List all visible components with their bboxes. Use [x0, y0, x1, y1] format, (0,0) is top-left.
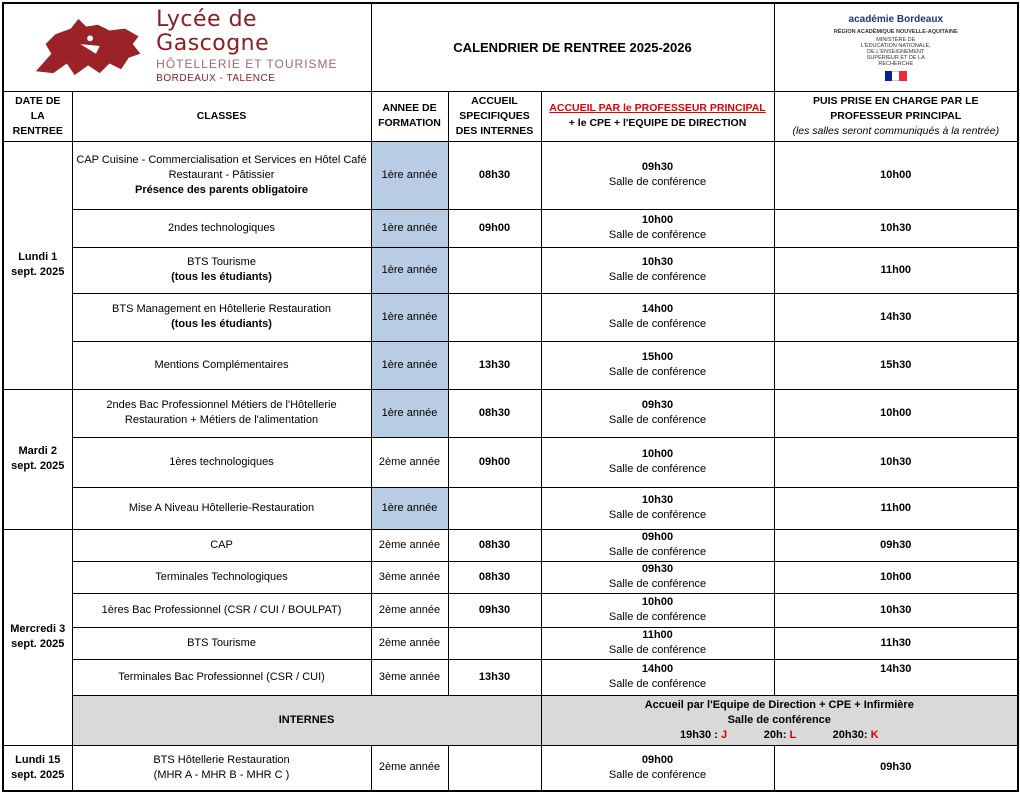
- internes-cell: 13h30: [448, 341, 541, 389]
- year-cell: 1ère année: [371, 293, 448, 341]
- school-location: BORDEAUX - TALENCE: [156, 73, 276, 85]
- accueil-cell: [541, 247, 774, 293]
- school-logo-cell: [3, 3, 371, 91]
- class-label: CAP Cuisine - Commercialisation et Services en Hôtel Café Restaurant - Pâtissier: [76, 153, 367, 181]
- accueil-time: 14h00: [641, 303, 674, 315]
- year-cell: 1ère année: [371, 487, 448, 529]
- table-row: [3, 627, 1018, 659]
- date-cell: Lundi 15 sept. 2025: [3, 745, 72, 791]
- class-cell: 2ndes Bac Professionnel Métiers de l'Hôtellerie Restauration + Métiers de l'alimentation: [72, 389, 371, 437]
- accueil-time: 15h00: [641, 351, 674, 363]
- class-cell: [72, 141, 371, 209]
- date-cell: Mardi 2 sept. 2025: [3, 389, 72, 529]
- internes-cell: 09h00: [448, 437, 541, 487]
- accueil-cell: [541, 389, 774, 437]
- accueil-cell: [541, 529, 774, 561]
- year-cell: 2ème année: [371, 437, 448, 487]
- table-row: [3, 293, 1018, 341]
- table-row: [3, 745, 1018, 791]
- table-row: [3, 487, 1018, 529]
- internes-row: [3, 695, 1018, 745]
- internes-cell: 09h00: [448, 209, 541, 247]
- class-note: (tous les étudiants): [171, 318, 272, 330]
- class-cell: BTS Tourisme: [72, 627, 371, 659]
- rentree-calendar-sheet: [2, 2, 1017, 796]
- accueil-cell: [541, 293, 774, 341]
- year-cell: 1ère année: [371, 389, 448, 437]
- internes-label: INTERNES: [72, 695, 541, 745]
- accueil-time: 10h30: [641, 256, 674, 268]
- col-internes: ACCUEIL SPECIFIQUES DES INTERNES: [448, 91, 541, 141]
- class-cell: Terminales Technologiques: [72, 561, 371, 593]
- accueil-cell: [541, 745, 774, 791]
- internes-room-1: J: [720, 728, 728, 741]
- class-cell: [72, 247, 371, 293]
- col-annee: ANNEE DE FORMATION: [371, 91, 448, 141]
- prise-cell: 10h30: [774, 437, 1018, 487]
- class-note: Présence des parents obligatoire: [134, 183, 308, 196]
- prise-cell: 10h00: [774, 141, 1018, 209]
- accueil-time: 10h00: [641, 596, 674, 608]
- class-label: BTS Hôtellerie Restauration: [153, 753, 290, 766]
- accueil-room: Salle de conférence: [608, 509, 707, 521]
- internes-room-3: K: [870, 728, 879, 741]
- internes-time-2: 20h:: [763, 728, 787, 741]
- accueil-room: Salle de conférence: [608, 768, 707, 781]
- internes-time-3: 20h30:: [832, 728, 868, 741]
- accueil-cell: [541, 561, 774, 593]
- internes-info: [541, 695, 1018, 745]
- accueil-room: Salle de conférence: [608, 463, 707, 475]
- year-cell: 1ère année: [371, 341, 448, 389]
- accueil-time: 10h00: [641, 448, 674, 460]
- table-row: [3, 209, 1018, 247]
- col-accueil-pp-red: ACCUEIL PAR le PROFESSEUR PRINCIPAL: [549, 102, 766, 114]
- accueil-cell: [541, 341, 774, 389]
- prise-cell: 09h30: [774, 529, 1018, 561]
- prise-cell: 15h30: [774, 341, 1018, 389]
- accueil-time: 09h30: [641, 399, 674, 411]
- prise-cell: 14h30: [774, 659, 1018, 695]
- col-accueil-pp: [541, 91, 774, 141]
- accueil-room: Salle de conférence: [608, 318, 707, 330]
- class-note: (tous les étudiants): [171, 271, 272, 283]
- accueil-room: Salle de conférence: [608, 611, 707, 623]
- class-cell: [72, 745, 371, 791]
- class-cell: Terminales Bac Professionnel (CSR / CUI): [72, 659, 371, 695]
- ministry-text: MINISTÈRE DE L'ÉDUCATION NATIONALE, DE L'ENSEIGNEMENT SUPÉRIEUR ET DE LA RECHERCHE: [860, 36, 931, 67]
- accueil-room: Salle de conférence: [608, 229, 707, 241]
- col-classes: CLASSES: [72, 91, 371, 141]
- internes-times: [545, 728, 1015, 743]
- year-cell: 3ème année: [371, 561, 448, 593]
- prise-cell: 11h00: [774, 487, 1018, 529]
- ministry-logo-cell: [774, 3, 1018, 91]
- accueil-time: 10h30: [641, 494, 674, 506]
- accueil-cell: [541, 659, 774, 695]
- col-date: DATE DE LA RENTREE: [3, 91, 72, 141]
- internes-cell: 13h30: [448, 659, 541, 695]
- table-row: [3, 593, 1018, 627]
- year-cell: 2ème année: [371, 745, 448, 791]
- prise-cell: 10h00: [774, 389, 1018, 437]
- accueil-room: Salle de conférence: [608, 271, 707, 283]
- prise-cell: 10h30: [774, 593, 1018, 627]
- table-row: [3, 437, 1018, 487]
- internes-cell: [448, 745, 541, 791]
- class-cell: 1ères technologiques: [72, 437, 371, 487]
- accueil-time: 14h00: [641, 663, 674, 675]
- prise-cell: 10h30: [774, 209, 1018, 247]
- lion-logo-icon: [32, 14, 148, 80]
- header-band: [3, 3, 1018, 91]
- accueil-room: Salle de conférence: [608, 176, 707, 188]
- internes-room-2: L: [789, 728, 796, 741]
- internes-cell: [448, 247, 541, 293]
- class-cell: Mise A Niveau Hôtellerie-Restauration: [72, 487, 371, 529]
- internes-cell: 08h30: [448, 561, 541, 593]
- date-cell: Lundi 1 sept. 2025: [3, 141, 72, 389]
- class-cell: Mentions Complémentaires: [72, 341, 371, 389]
- year-cell: 3ème année: [371, 659, 448, 695]
- accueil-cell: [541, 593, 774, 627]
- internes-cell: 08h30: [448, 389, 541, 437]
- accueil-time: 09h30: [641, 563, 674, 575]
- accueil-time: 09h30: [641, 161, 674, 173]
- academy-region: RÉGION ACADÉMIQUE NOUVELLE-AQUITAINE: [833, 28, 958, 35]
- col-prise: [774, 91, 1018, 141]
- year-cell: 1ère année: [371, 141, 448, 209]
- prise-cell: 10h00: [774, 561, 1018, 593]
- internes-cell: [448, 293, 541, 341]
- french-flag-icon: [885, 71, 907, 81]
- accueil-cell: [541, 209, 774, 247]
- accueil-room: Salle de conférence: [608, 644, 707, 656]
- col-prise-title: PUIS PRISE EN CHARGE PAR LE PROFESSEUR PRINCIPAL: [813, 94, 979, 122]
- school-name: Lycée de Gascogne: [156, 7, 270, 57]
- table-row: [3, 141, 1018, 209]
- table-row: [3, 529, 1018, 561]
- column-headers: [3, 91, 1018, 141]
- accueil-time: 09h00: [641, 531, 674, 543]
- accueil-cell: [541, 487, 774, 529]
- table-row: [3, 247, 1018, 293]
- class-cell: CAP: [72, 529, 371, 561]
- table-row: [3, 561, 1018, 593]
- internes-cell: [448, 627, 541, 659]
- table-row: [3, 341, 1018, 389]
- accueil-room: Salle de conférence: [608, 578, 707, 590]
- year-cell: 2ème année: [371, 627, 448, 659]
- accueil-cell: [541, 437, 774, 487]
- school-subtitle: HÔTELLERIE ET TOURISME: [156, 57, 338, 72]
- internes-cell: 09h30: [448, 593, 541, 627]
- class-label: BTS Management en Hôtellerie Restauration: [112, 303, 331, 315]
- accueil-time: 09h00: [641, 753, 674, 766]
- table-row: [3, 389, 1018, 437]
- prise-cell: 09h30: [774, 745, 1018, 791]
- page-title: CALENDRIER DE RENTREE 2025-2026: [371, 3, 774, 91]
- internes-time-1: 19h30 :: [679, 728, 718, 741]
- internes-line2: Salle de conférence: [727, 713, 831, 726]
- year-cell: 1ère année: [371, 247, 448, 293]
- accueil-cell: [541, 141, 774, 209]
- internes-cell: 08h30: [448, 529, 541, 561]
- internes-cell: 08h30: [448, 141, 541, 209]
- accueil-room: Salle de conférence: [608, 678, 707, 690]
- internes-line1: Accueil par l'Equipe de Direction + CPE + Infirmière: [644, 698, 914, 711]
- class-cell: 2ndes technologiques: [72, 209, 371, 247]
- class-note: (MHR A - MHR B - MHR C ): [153, 768, 290, 781]
- table-row: [3, 659, 1018, 695]
- prise-cell: 14h30: [774, 293, 1018, 341]
- internes-cell: [448, 487, 541, 529]
- col-prise-note: (les salles seront communiqués à la rentrée): [792, 124, 1000, 137]
- year-cell: 2ème année: [371, 529, 448, 561]
- accueil-time: 10h00: [641, 214, 674, 226]
- class-cell: [72, 293, 371, 341]
- year-cell: 2ème année: [371, 593, 448, 627]
- class-label: BTS Tourisme: [187, 256, 256, 268]
- prise-cell: 11h00: [774, 247, 1018, 293]
- accueil-cell: [541, 627, 774, 659]
- calendar-table: [2, 2, 1019, 792]
- accueil-time: 11h00: [642, 629, 673, 641]
- academy-logo: académie Bordeaux: [848, 13, 944, 25]
- year-cell: 1ère année: [371, 209, 448, 247]
- class-cell: 1ères Bac Professionnel (CSR / CUI / BOULPAT): [72, 593, 371, 627]
- col-accueil-pp-rest: + le CPE + l'EQUIPE DE DIRECTION: [568, 117, 747, 129]
- date-cell: Mercredi 3 sept. 2025: [3, 529, 72, 745]
- accueil-room: Salle de conférence: [608, 414, 707, 426]
- prise-cell: 11h30: [774, 627, 1018, 659]
- accueil-room: Salle de conférence: [608, 366, 707, 378]
- accueil-room: Salle de conférence: [608, 546, 707, 558]
